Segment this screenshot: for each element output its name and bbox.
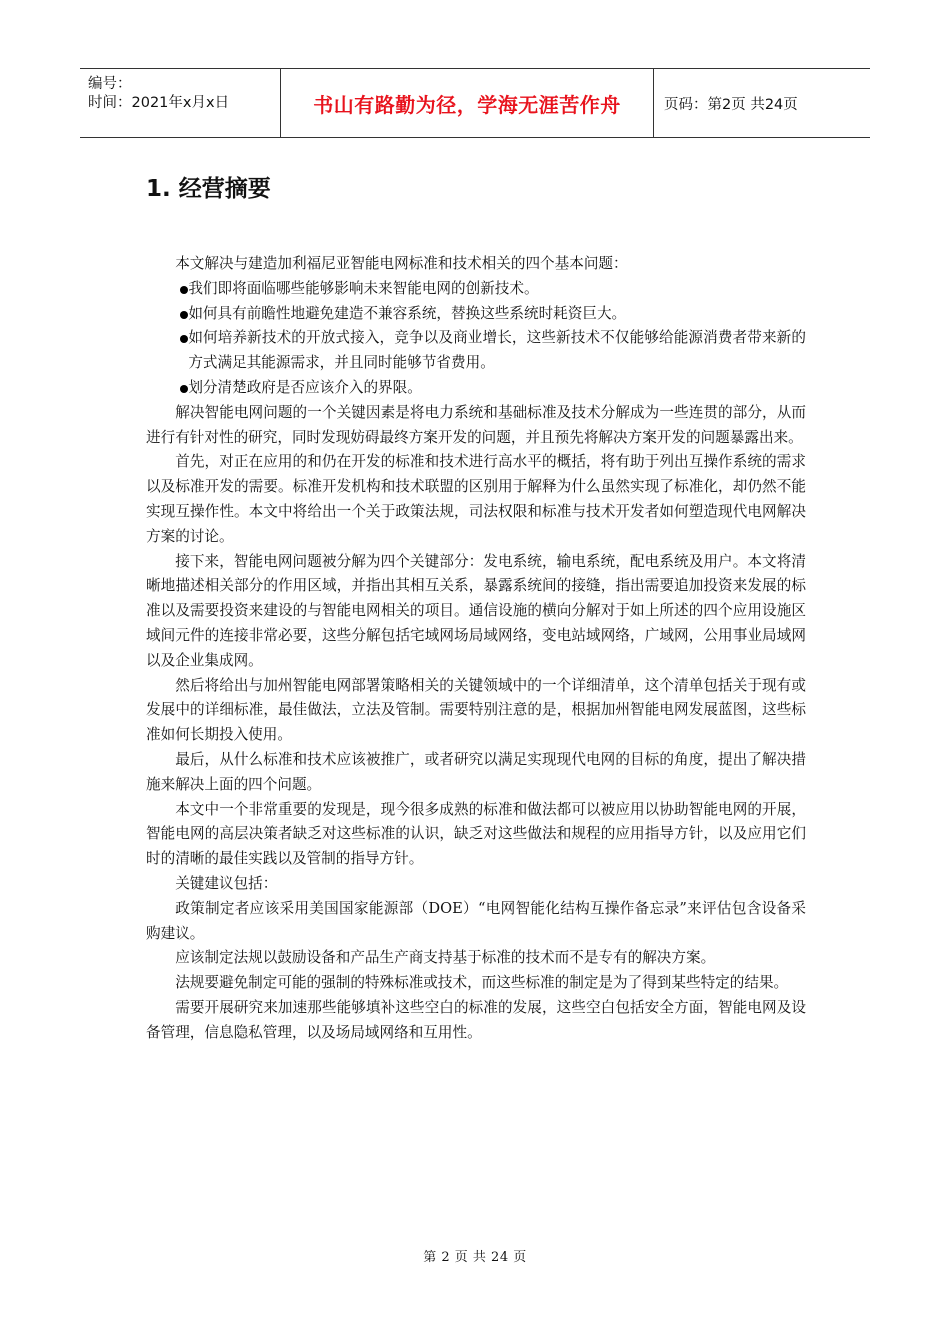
body-paragraph: 法规要避免制定可能的强制的特殊标准或技术，而这些标准的制定是为了得到某些特定的结果。	[175, 974, 789, 992]
body-paragraph: 首先，对正在应用的和仍在开发的标准和技术进行高水平的概括，将有助于列出互操作系统的需求以及标准开发的需要。标准开发机构和技术联盟的区别用于解释为什么虽然实现了标准化，却仍然不能实现互操作性。本文中将给出一个关于政策法规，司法权限和标准与技术开发者如何塑造现代电网解决方案的讨论。	[146, 453, 806, 545]
intro-paragraph: 本文解决与建造加利福尼亚智能电网标准和技术相关的四个基本问题：	[175, 255, 628, 272]
bullet-dot-icon	[180, 385, 188, 393]
body-paragraph: 解决智能电网问题的一个关键因素是将电力系统和基础标准及技术分解成为一些连贯的部分，从而进行有针对性的研究，同时发现妨碍最终方案开发的问题，并且预先将解决方案开发的问题暴露出来。	[146, 403, 806, 446]
bullet-item	[146, 277, 806, 302]
bullet-text: 如何具有前瞻性地避免建造不兼容系统，替换这些系统时耗资巨大。	[188, 304, 627, 322]
bullet-text: 我们即将面临哪些能够影响未来智能电网的创新技术。	[188, 279, 539, 297]
section-title: 1. 经营摘要	[146, 176, 271, 202]
bullet-dot-icon	[180, 311, 188, 319]
body-paragraph: 政策制定者应该采用美国国家能源部（DOE）“电网智能化结构互操作备忘录”来评估包含设备采购建议。	[146, 899, 806, 942]
header-page-info	[654, 69, 870, 137]
page-info-text: 页码：第2页 共24页	[664, 96, 798, 113]
body-paragraph: 然后将给出与加州智能电网部署策略相关的关键领域中的一个详细清单，这个清单包括关于现有或发展中的详细标准，最佳做法，立法及管制。需要特别注意的是，根据加州智能电网发展蓝图，这些标准如何长期投入使用。	[146, 676, 806, 744]
bullet-dot-icon	[180, 286, 188, 294]
header-motto	[281, 69, 654, 137]
body-paragraph: 接下来，智能电网问题被分解为四个关键部分：发电系统，输电系统，配电系统及用户。本文将清晰地描述相关部分的作用区域，并指出其相互关系，暴露系统间的接缝，指出需要追加投资来发展的标准以及需要投资来建设的与智能电网相关的项目。通信设施的横向分解对于如上所述的四个应用设施区域间元件的连接非常必要，这些分解包括宅域网场局域网络，变电站域网络，广域网，公用事业局域网以及企业集成网。	[146, 552, 806, 669]
bullet-item	[146, 376, 806, 401]
motto-text: 书山有路勤为径，学海无涯苦作舟	[313, 92, 621, 117]
body-paragraph: 需要开展研究来加速那些能够填补这些空白的标准的发展，这些空白包括安全方面，智能电网及设备管理，信息隐私管理，以及场局域网络和互用性。	[146, 998, 806, 1041]
header-meta	[80, 69, 281, 137]
page-footer: 第 2 页 共 24 页	[423, 1250, 527, 1265]
body-paragraph: 最后，从什么标准和技术应该被推广，或者研究以满足实现现代电网的目标的角度，提出了解决措施来解决上面的四个问题。	[146, 750, 806, 793]
bullet-list	[146, 277, 806, 401]
document-body	[146, 252, 806, 1046]
time-label: 时间：2021年x月x日	[88, 95, 230, 111]
body-paragraph: 关键建议包括：	[175, 874, 278, 892]
number-label: 编号：	[88, 76, 132, 92]
body-paragraph: 应该制定法规以鼓励设备和产品生产商支持基于标准的技术而不是专有的解决方案。	[175, 949, 716, 967]
body-paragraph: 本文中一个非常重要的发现是，现今很多成熟的标准和做法都可以被应用以协助智能电网的开展，智能电网的高层决策者缺乏对这些标准的认识，缺乏对这些做法和规程的应用指导方针，以及应用它们时的清晰的最佳实践以及管制的指导方针。	[146, 800, 806, 868]
bullet-item	[146, 326, 806, 376]
page-header	[80, 68, 870, 138]
bullet-text: 如何培养新技术的开放式接入，竞争以及商业增长，这些新技术不仅能够给能源消费者带来新的方式满足其能源需求，并且同时能够节省费用。	[188, 329, 806, 372]
bullet-dot-icon	[180, 335, 188, 343]
bullet-item	[146, 302, 806, 327]
bullet-text: 划分清楚政府是否应该介入的界限。	[188, 378, 422, 396]
